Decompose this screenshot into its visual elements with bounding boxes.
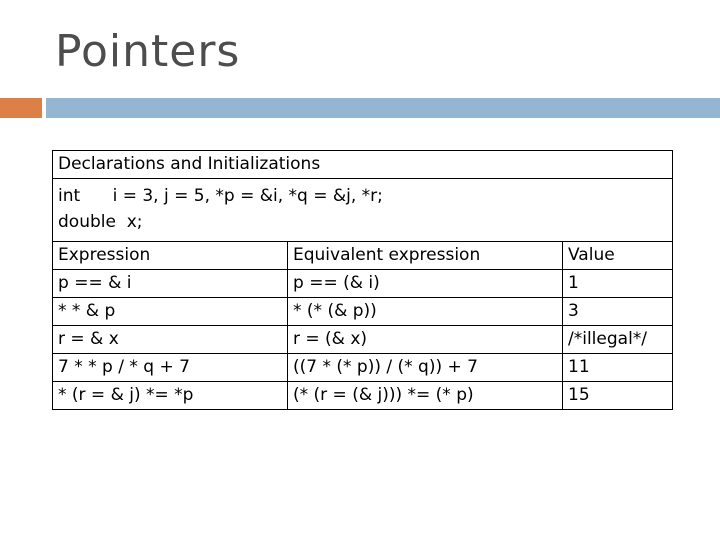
equivalent-cell: r = (& x) bbox=[288, 326, 563, 354]
expression-cell: p == & i bbox=[53, 270, 288, 298]
accent-block bbox=[0, 98, 42, 118]
equivalent-cell: (* (r = (& j))) *= (* p) bbox=[288, 382, 563, 410]
table-row bbox=[53, 298, 673, 326]
table-row bbox=[53, 326, 673, 354]
table-row bbox=[53, 270, 673, 298]
declarations-row bbox=[53, 179, 673, 242]
title-underline-bar bbox=[46, 98, 720, 118]
expression-cell: * (r = & j) *= *p bbox=[53, 382, 288, 410]
declaration-line: double x; bbox=[58, 212, 143, 232]
declarations-cell bbox=[53, 179, 673, 242]
declarations-header-row bbox=[53, 151, 673, 179]
table-row bbox=[53, 382, 673, 410]
declarations-header: Declarations and Initializations bbox=[53, 151, 673, 179]
value-cell: 3 bbox=[563, 298, 673, 326]
equivalent-cell: p == (& i) bbox=[288, 270, 563, 298]
equivalent-cell: * (* (& p)) bbox=[288, 298, 563, 326]
value-cell: 1 bbox=[563, 270, 673, 298]
table-row bbox=[53, 354, 673, 382]
equivalent-cell: ((7 * (* p)) / (* q)) + 7 bbox=[288, 354, 563, 382]
column-header-value: Value bbox=[563, 242, 673, 270]
expression-cell: 7 * * p / * q + 7 bbox=[53, 354, 288, 382]
value-cell: 11 bbox=[563, 354, 673, 382]
expression-cell: r = & x bbox=[53, 326, 288, 354]
value-cell: 15 bbox=[563, 382, 673, 410]
pointers-table bbox=[52, 150, 673, 410]
column-header-equivalent: Equivalent expression bbox=[288, 242, 563, 270]
column-header-row bbox=[53, 242, 673, 270]
column-header-expression: Expression bbox=[53, 242, 288, 270]
slide-title: Pointers bbox=[55, 26, 241, 77]
value-cell: /*illegal*/ bbox=[563, 326, 673, 354]
declaration-line: int i = 3, j = 5, *p = &i, *q = &j, *r; bbox=[58, 186, 383, 206]
expression-cell: * * & p bbox=[53, 298, 288, 326]
